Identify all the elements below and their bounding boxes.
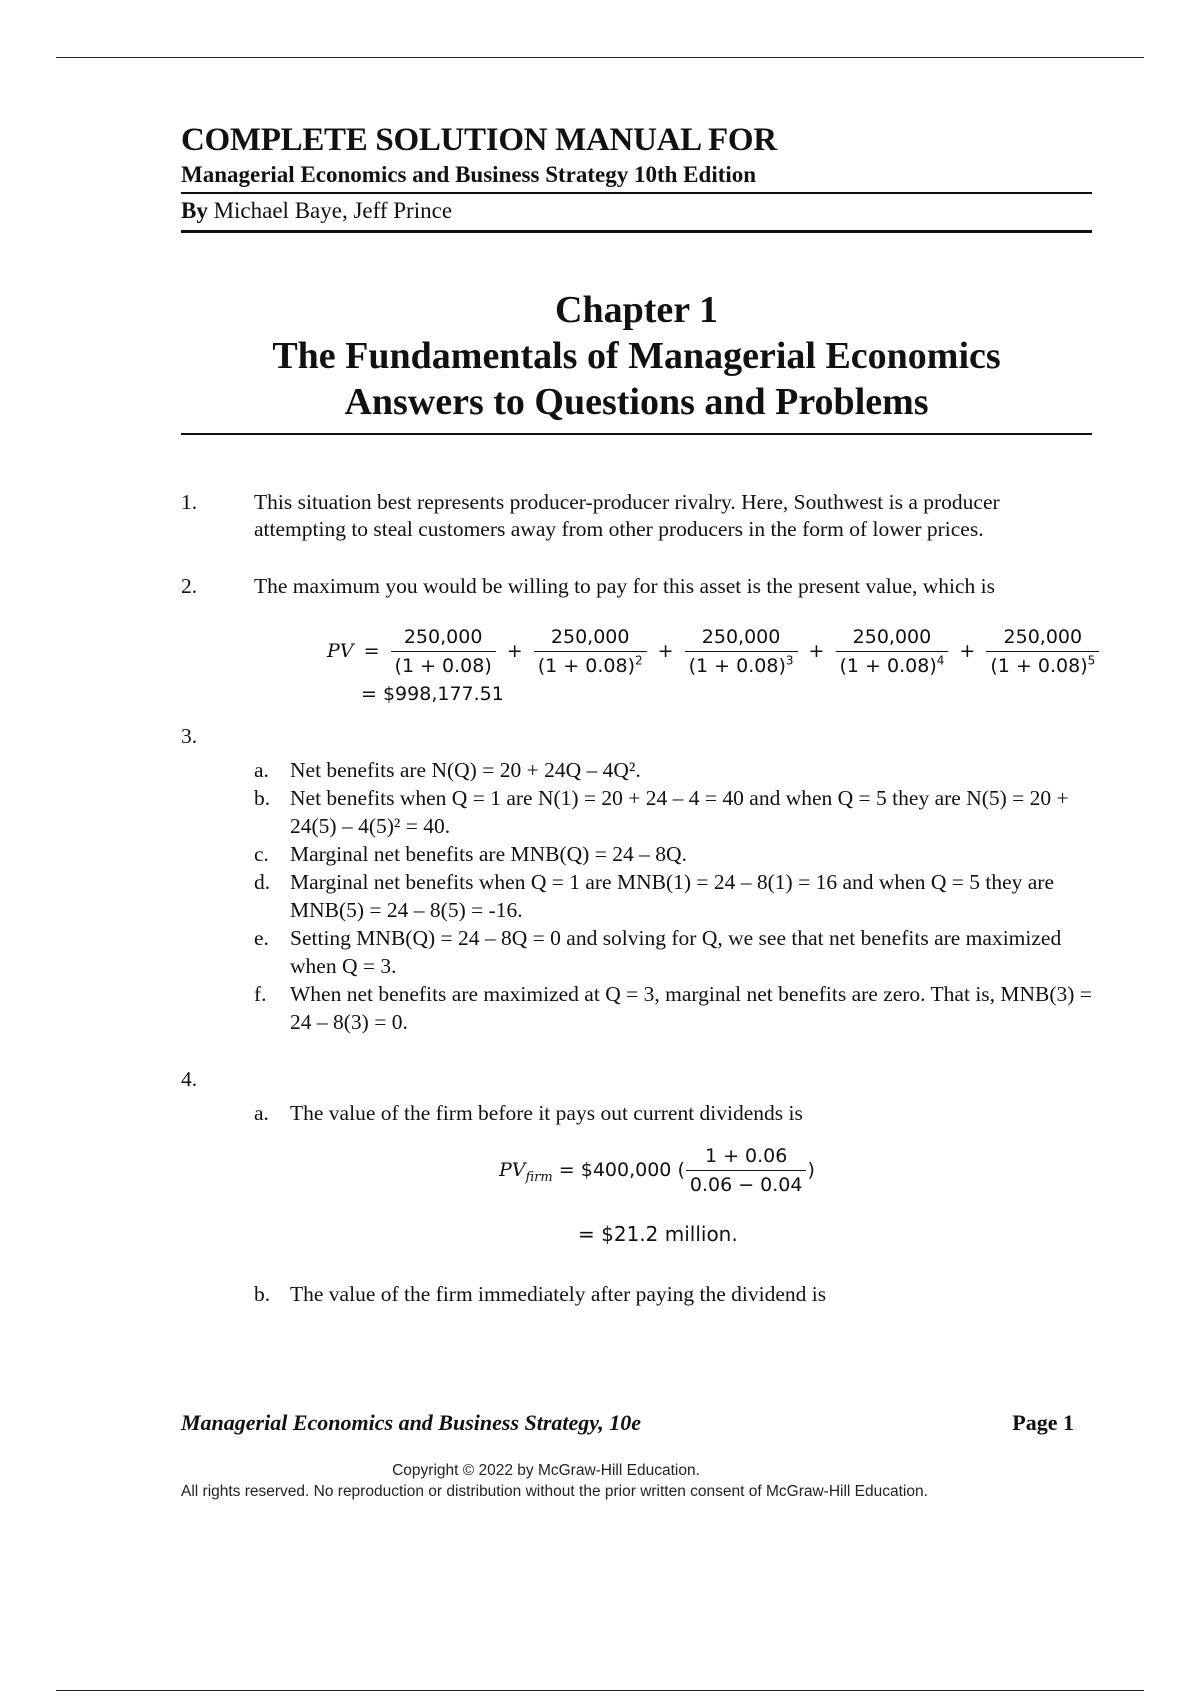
- item-label: a.: [254, 1101, 269, 1125]
- list-item: [254, 840, 1092, 868]
- plus-sign: +: [959, 640, 976, 662]
- pv-term-2: [534, 626, 647, 677]
- item-label: f.: [254, 982, 267, 1006]
- item-label: a.: [254, 758, 269, 782]
- chapter-name: The Fundamentals of Managerial Economics: [272, 335, 1001, 377]
- bottom-rule: [56, 1690, 1144, 1691]
- item-text: Net benefits when Q = 1 are N(1) = 20 + 24 – 4 = 40 and when Q = 5 they are N(5) = 20 + 24(5) – 4(5)² = 40.: [290, 786, 1069, 838]
- firm-value-result: = $21.2 million.: [578, 1222, 738, 1246]
- plus-sign: +: [506, 640, 523, 662]
- pv-symbol: PV: [327, 640, 354, 662]
- item-label: b.: [254, 1282, 271, 1306]
- numerator: 250,000: [852, 626, 932, 648]
- exponent: 4: [936, 653, 945, 668]
- equation-right: ): [807, 1159, 815, 1181]
- item-label: b.: [254, 786, 271, 810]
- question-4-parts-b: [181, 1280, 1092, 1308]
- denominator: $(1 + 0.08)^3$: [685, 651, 798, 677]
- list-item: [254, 868, 1092, 924]
- numerator: 250,000: [550, 626, 630, 648]
- denominator: $(1 + 0.08)^4$: [836, 651, 949, 677]
- denominator: $(1 + 0.08)^2$: [534, 651, 647, 677]
- item-text: The value of the firm immediately after paying the dividend is: [290, 1282, 827, 1306]
- footer-book-title: Managerial Economics and Business Strategy, 10e: [181, 1410, 642, 1435]
- numerator: 250,000: [701, 626, 781, 648]
- pv-term-1: [391, 626, 496, 677]
- item-text: Marginal net benefits when Q = 1 are MNB(1) = 24 – 8(1) = 16 and when Q = 5 they are MNB(5) = 24 – 8(5) = -16.: [290, 870, 1054, 922]
- firm-value-equation: [499, 1145, 1092, 1196]
- equals-sign: =: [363, 640, 380, 662]
- growth-fraction: [686, 1145, 807, 1196]
- page-content: [181, 120, 1096, 1308]
- equation-left: = $400,000 (: [558, 1159, 685, 1181]
- copyright-line-1: Copyright © 2022 by McGraw-Hill Education.: [392, 1462, 700, 1479]
- footer-page-number: Page 1: [1012, 1410, 1074, 1435]
- chapter-heading: [181, 287, 1092, 435]
- present-value-equation: [327, 626, 1096, 677]
- byline: [181, 194, 1092, 233]
- list-item: [254, 980, 1092, 1036]
- item-text: Marginal net benefits are MNB(Q) = 24 – 8Q.: [290, 842, 687, 866]
- question-2: [181, 573, 1092, 600]
- question-3-parts: [181, 756, 1092, 1036]
- question-4: [181, 1066, 1092, 1093]
- list-item: [254, 1099, 1092, 1127]
- copyright-line-2: All rights reserved. No reproduction or distribution without the prior written consent of McGraw-Hill Education.: [181, 1483, 928, 1500]
- top-rule: [56, 57, 1144, 58]
- pv-symbol: PV: [499, 1159, 526, 1181]
- numerator: 1 + 0.06: [704, 1145, 788, 1167]
- question-number: 1.: [181, 490, 198, 514]
- question-1: [181, 489, 1092, 543]
- plus-sign: +: [808, 640, 825, 662]
- pv-term-4: [836, 626, 949, 677]
- numerator: 250,000: [1003, 626, 1083, 648]
- plus-sign: +: [657, 640, 674, 662]
- question-3: [181, 723, 1092, 750]
- denominator: $(1 + 0.08)^5$: [986, 651, 1099, 677]
- list-item: [254, 756, 1092, 784]
- numerator: 250,000: [403, 626, 483, 648]
- manual-title: COMPLETE SOLUTION MANUAL FOR: [181, 122, 777, 158]
- present-value-result: = $998,177.51: [361, 683, 504, 705]
- exponent: 5: [1087, 653, 1096, 668]
- denominator: 0.06 − 0.04: [686, 1170, 807, 1196]
- item-text: Setting MNB(Q) = 24 – 8Q = 0 and solving for Q, we see that net benefits are maximized when Q = 3.: [290, 926, 1062, 978]
- exponent: 2: [634, 653, 643, 668]
- item-label: e.: [254, 926, 269, 950]
- chapter-number: Chapter 1: [555, 289, 718, 331]
- answer-text: This situation best represents producer-producer rivalry. Here, Southwest is a producer attempting to steal customers away from other producers in the form of lower prices.: [254, 490, 1000, 541]
- question-number: 2.: [181, 574, 198, 598]
- question-4-parts: [181, 1099, 1092, 1127]
- question-number: 3.: [181, 724, 198, 748]
- item-text: Net benefits are N(Q) = 20 + 24Q – 4Q².: [290, 758, 641, 782]
- item-text: The value of the firm before it pays out current dividends is: [290, 1101, 803, 1125]
- by-label: By: [181, 198, 208, 223]
- pv-term-3: [685, 626, 798, 677]
- list-item: [254, 784, 1092, 840]
- book-title: Managerial Economics and Business Strategy 10th Edition: [181, 160, 1092, 194]
- answer-text: The maximum you would be willing to pay for this asset is the present value, which is: [254, 574, 996, 598]
- list-item: [254, 1280, 1092, 1308]
- copyright-notice: [181, 1460, 1081, 1502]
- item-text: When net benefits are maximized at Q = 3, marginal net benefits are zero. That is, MNB(3) = 24 – 8(3) = 0.: [290, 982, 1092, 1034]
- list-item: [254, 924, 1092, 980]
- authors: Michael Baye, Jeff Prince: [213, 198, 453, 223]
- exponent: 3: [785, 653, 794, 668]
- question-number: 4.: [181, 1067, 198, 1091]
- pv-subscript: firm: [525, 1169, 553, 1185]
- chapter-section: Answers to Questions and Problems: [344, 381, 929, 423]
- denominator: (1 + 0.08): [391, 651, 496, 677]
- item-label: d.: [254, 870, 271, 894]
- pv-term-5: [986, 626, 1099, 677]
- item-label: c.: [254, 842, 269, 866]
